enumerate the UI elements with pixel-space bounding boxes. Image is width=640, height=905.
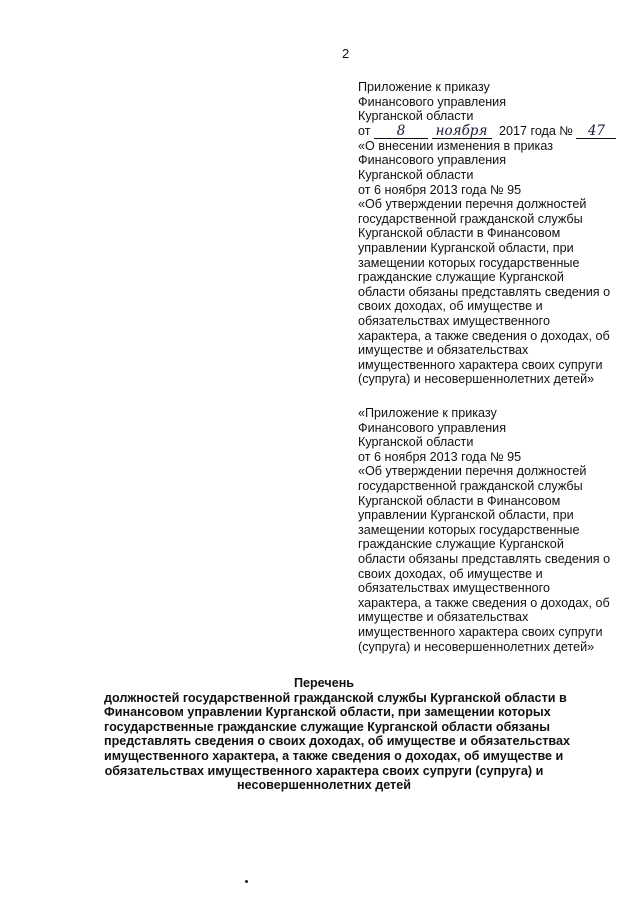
annex-original-line: имуществе и обязательствах [358,610,529,625]
annex-original-line: характера, а также сведения о доходах, об [358,595,610,610]
annex-original-line: «Об утверждении перечня должностей [358,464,587,479]
annex-original-line: управлении Курганской области, при [358,508,574,523]
annex-current-line: управлении Курганской области, при [358,240,574,255]
annex-current-line: Финансового управления [358,153,507,168]
annex-current-line: «О внесении изменения в приказ [358,138,553,153]
annex-original-line: гражданские служащие Курганской [358,537,564,552]
title-line: представлять сведения о своих доходах, об имуществе и обязательствах [104,734,570,749]
title-line: должностей государственной гражданской службы Курганской области в [104,690,567,705]
annex-original-line: Финансового управления [358,420,507,435]
annex-current-line: от 6 ноября 2013 года № 95 [358,182,522,197]
handwritten-order-number: 47 [576,125,616,139]
annex-current-line: Финансового управления [358,94,507,109]
annex-current-line: имуществе и обязательствах [358,343,529,358]
annex-current-line: Курганской области в Финансовом [358,226,561,241]
annex-original-line: своих доходах, об имуществе и [358,566,543,581]
annex-current-line: имущественного характера своих супруги [358,357,603,372]
handwritten-day: 8 [374,125,428,139]
page-number: 2 [342,46,350,61]
annex-current-line: Курганской области [358,109,474,124]
order-date-line [358,124,620,139]
title-line: Финансовом управлении Курганской области, при замещении которых [104,705,551,720]
annex-current-line: Курганской области [358,167,474,182]
annex-current-line: своих доходах, об имуществе и [358,299,543,314]
annex-original-line: обязательствах имущественного [358,581,551,596]
handwritten-month: ноября [432,125,492,139]
annex-current-line: государственной гражданской службы [358,211,583,226]
title-heading: Перечень [293,676,355,690]
annex-original-line: области обязаны представлять сведения о [358,551,611,566]
title-line: обязательствах имущественного характера своих супруги (супруга) и [104,763,544,778]
annex-current-line: области обязаны представлять сведения о [358,284,611,299]
annex-header-current [358,80,620,387]
annex-current-line: «Об утверждении перечня должностей [358,197,587,212]
date-prefix: от [358,123,371,138]
annex-original-line: «Приложение к приказу [358,406,497,420]
annex-current-line: замещении которых государственные [358,255,580,270]
annex-current-line: Приложение к приказу [358,80,490,94]
stray-mark [245,880,248,883]
annex-original-line: имущественного характера своих супруги [358,624,603,639]
date-year-text: 2017 года № [499,123,573,138]
annex-current-line: гражданские служащие Курганской [358,270,564,285]
annex-original-line: государственной гражданской службы [358,478,583,493]
annex-original-line: замещении которых государственные [358,522,580,537]
annex-original-line: Курганской области [358,435,474,450]
annex-original-line: Курганской области в Финансовом [358,493,561,508]
annex-original-line: (супруга) и несовершеннолетних детей» [358,639,595,654]
title-line: имущественного характера, а также сведения о доходах, об имуществе и [104,748,564,763]
title-line: несовершеннолетних детей [237,778,411,793]
title-line: государственные гражданские служащие Курганской области обязаны [104,719,551,734]
annex-current-line: обязательствах имущественного [358,313,551,328]
annex-header-original [358,406,620,654]
annex-original-line: от 6 ноября 2013 года № 95 [358,449,522,464]
document-title [104,676,570,793]
annex-current-line: характера, а также сведения о доходах, об [358,328,610,343]
annex-current-line: (супруга) и несовершеннолетних детей» [358,372,595,387]
